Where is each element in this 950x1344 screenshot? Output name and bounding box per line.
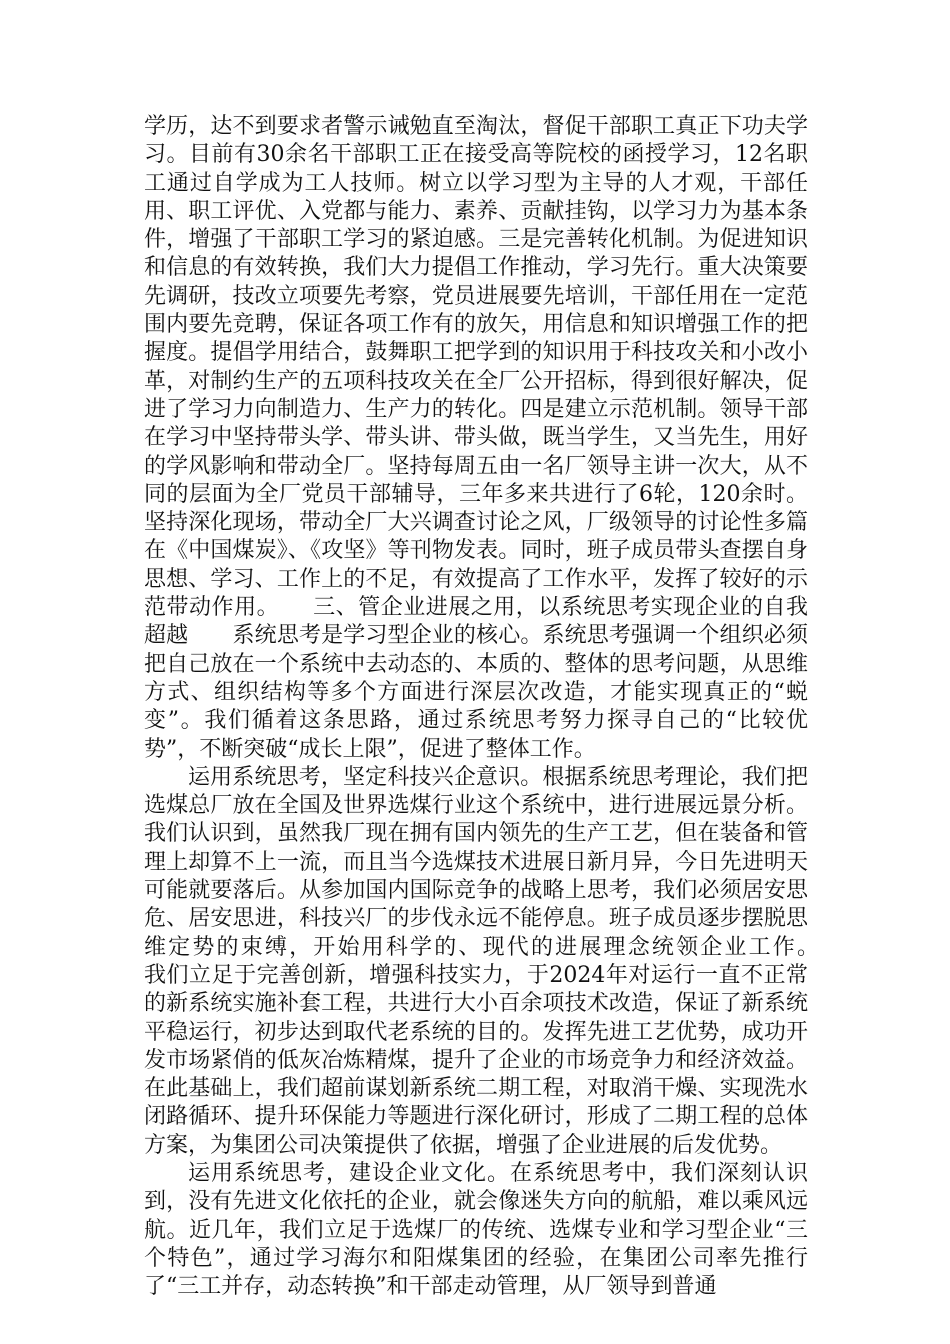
paragraph-3: 运用系统思考，建设企业文化。在系统思考中，我们深刻认识到，没有先进文化依托的企业，就会像迷失方向的航船，难以乘风远航。近几年，我们立足于选煤厂的传统、选煤专业和学习型企业“三个特色”，通过学习海尔和阳煤集团的经验，在集团公司率先推行了“三工并存，动态转换”和干部走动管理，从厂领导到普通: [144, 1160, 808, 1300]
paragraph-1: 学历，达不到要求者警示诫勉直至淘汰，督促干部职工真正下功夫学习。目前有30余名干部职工正在接受高等院校的函授学习，12名职工通过自学成为工人技师。树立以学习型为主导的人才观，干部任用、职工评优、入党都与能力、素养、贡献挂钩，以学习力为基本条件，增强了干部职工学习的紧迫感。三是完善转化机制。为促进知识和信息的有效转换，我们大力提倡工作推动，学习先行。重大决策要先调研，技改立项要先考察，党员进展要先培训，干部任用在一定范围内要先竞聘，保证各项工作有的放矢，用信息和知识增强工作的把握度。提倡学用结合，鼓舞职工把学到的知识用于科技攻关和小改小革，对制约生产的五项科技攻关在全厂公开招标，得到很好解决，促进了学习力向制造力、生产力的转化。四是建立示范机制。领导干部在学习中坚持带头学、带头讲、带头做，既当学生，又当先生，用好的学风影响和带动全厂。坚持每周五由一名厂领导主讲一次大，从不同的层面为全厂党员干部辅导，三年多来共进行了6轮，120余时。坚持深化现场，带动全厂大兴调查讨论之风，厂级领导的讨论性多篇在《中国煤炭》、《攻坚》等刊物发表。同时，班子成员带头查摆自身思想、学习、工作上的不足，有效提高了工作水平，发挥了较好的示范带动作用。 三、管企业进展之用，以系统思考实现企业的自我超越 系统思考是学习型企业的核心。系统思考强调一个组织必须把自己放在一个系统中去动态的、本质的、整体的思考问题，从思维方式、组织结构等多个方面进行深层次改造，才能实现真正的“蜕变”。我们循着这条思路，通过系统思考努力探寻自己的“比较优势”，不断突破“成长上限”，促进了整体工作。: [144, 114, 808, 762]
paragraph-2: 运用系统思考，坚定科技兴企意识。根据系统思考理论，我们把选煤总厂放在全国及世界选煤行业这个系统中，进行进展远景分析。我们认识到，虽然我厂现在拥有国内领先的生产工艺，但在装备和管理上却算不上一流，而且当今选煤技术进展日新月异，今日先进明天可能就要落后。从参加国内国际竞争的战略上思考，我们必须居安思危、居安思进，科技兴厂的步伐永远不能停息。班子成员逐步摆脱思维定势的束缚，开始用科学的、现代的进展理念统领企业工作。 我们立足于完善创新，增强科技实力，于2024年对运行一直不正常的新系统实施补套工程，共进行大小百余项技术改造，保证了新系统平稳运行，初步达到取代老系统的目的。发挥先进工艺优势，成功开发市场紧俏的低灰冶炼精煤，提升了企业的市场竞争力和经济效益。在此基础上，我们超前谋划新系统二期工程，对取消干燥、实现洗水闭路循环、提升环保能力等题进行深化研讨，形成了二期工程的总体方案，为集团公司决策提供了依据，增强了企业进展的后发优势。: [144, 764, 853, 1158]
document-page: [144, 113, 853, 1300]
